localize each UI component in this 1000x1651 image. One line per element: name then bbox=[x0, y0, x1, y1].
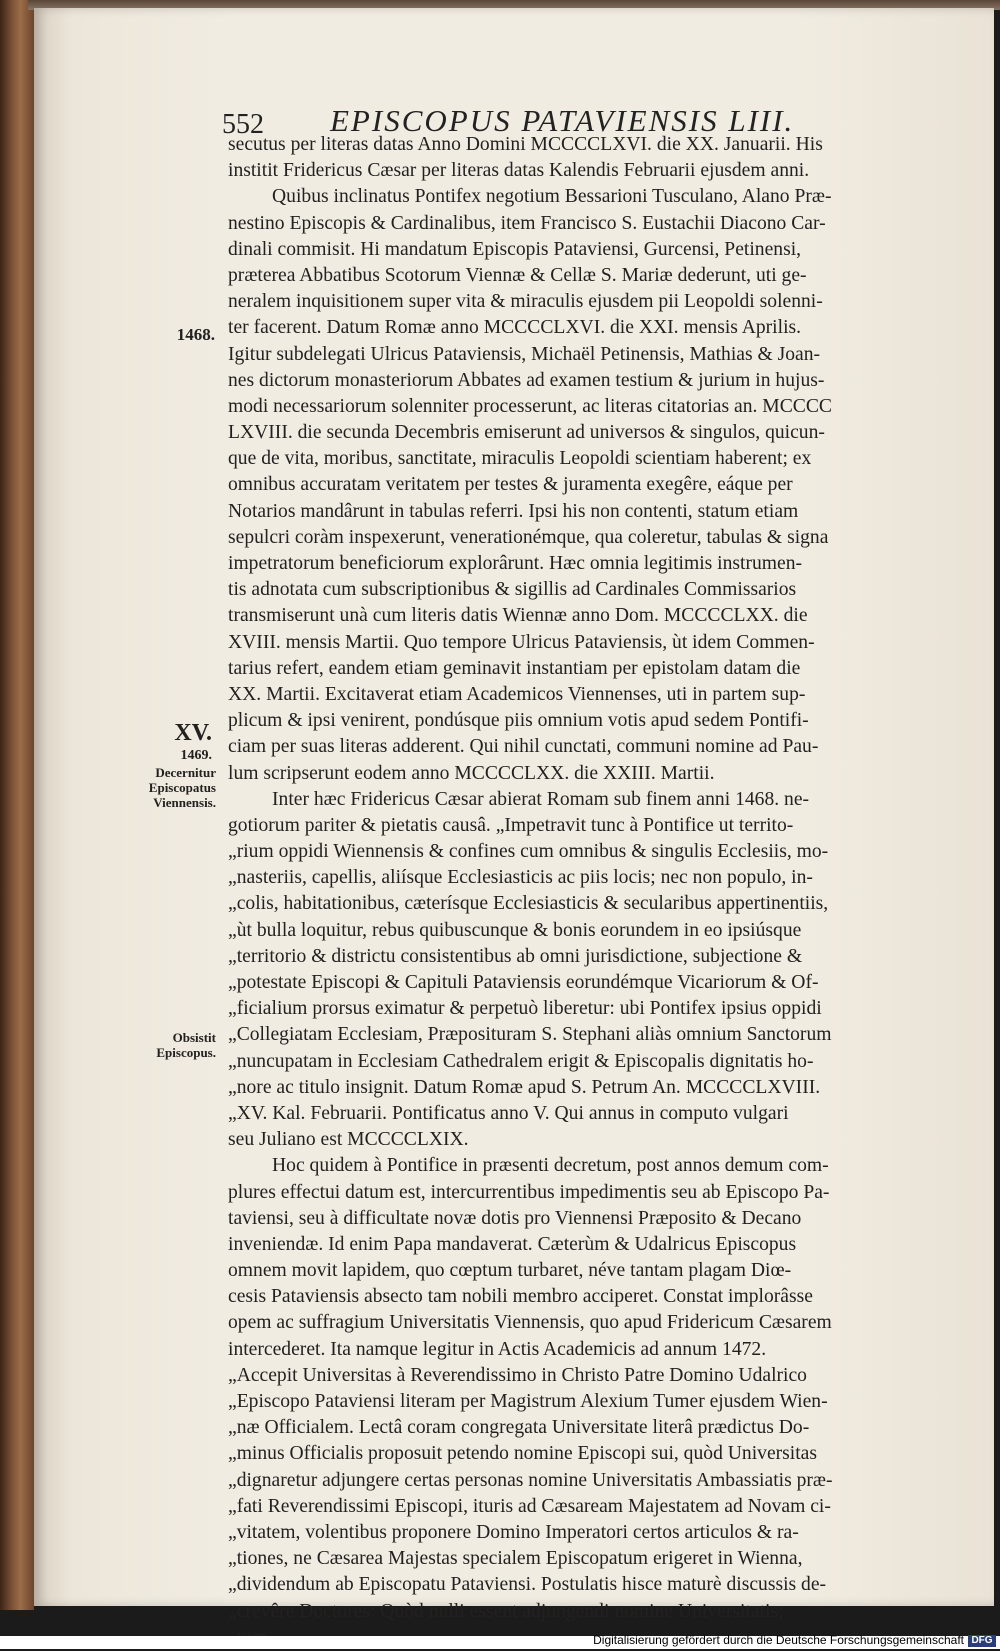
text-line: gotiorum pariter & pietatis causâ. „Impetravit tunc à Pontifice ut territo- bbox=[228, 814, 794, 836]
page-number: 552 bbox=[222, 109, 264, 140]
text-line: opem ac suffragium Universitatis Viennensis, quo apud Fridericum Cæsarem bbox=[228, 1312, 832, 1334]
text-line: intercederet. Ita namque legitur in Actis Academicis ad annum 1472. bbox=[228, 1338, 767, 1360]
text-line: Quibus inclinatus Pontifex negotium Bessarioni Tusculano, Alano Præ- bbox=[272, 186, 832, 208]
text-line: „fati Reverendissimi Episcopi, ituris ad Cæsaream Majestatem ad Novam ci- bbox=[228, 1495, 831, 1517]
text-line: „ficialium prorsus eximatur & perpetuò liberetur: ubi Pontifex ipsius oppidi bbox=[228, 998, 822, 1020]
book-spine bbox=[0, 0, 34, 1610]
margin-note-decernitur: Decernitur Episcopatus Viennensis. bbox=[148, 765, 216, 810]
text-line: „Accepit Universitas à Reverendissimo in Christo Patre Domino Udalrico bbox=[228, 1364, 807, 1386]
text-line: „nuncupatam in Ecclesiam Cathedralem erigit & Episcopalis dignitatis ho- bbox=[228, 1050, 814, 1072]
text-line: institit Fridericus Cæsar per literas datas Kalendis Februarii ejusdem anni. bbox=[228, 160, 810, 182]
text-line: „vitatem, volentibus proponere Domino Imperatori certos articulos & ra- bbox=[228, 1521, 799, 1543]
text-line: seu Juliano est MCCCCLXIX. bbox=[228, 1129, 469, 1151]
text-line: dinali commisit. Hi mandatum Episcopis Pataviensi, Gurcensi, Petinensi, bbox=[228, 238, 802, 260]
text-line: „dignaretur adjungere certas personas nomine Universitatis Ambassiatis præ- bbox=[228, 1469, 833, 1491]
text-line: secutus per literas datas Anno Domini MCCCCLXVI. die XX. Januarii. His bbox=[228, 134, 823, 155]
text-line: plicum & ipsi venirent, pondúsque piis omnium votis apud sedem Pontifi- bbox=[228, 710, 809, 732]
text-line: præterea Abbatibus Scotorum Viennæ & Cellæ S. Mariæ dederunt, uti ge- bbox=[228, 264, 807, 286]
text-line: „Collegiatam Ecclesiam, Præposituram S. Stephani aliàs omnium Sanctorum bbox=[228, 1024, 832, 1046]
text-line: taviensi, seu à difficultate novæ dotis pro Viennensi Præposito & Decano bbox=[228, 1207, 802, 1229]
margin-note-year-1469: 1469. bbox=[180, 748, 212, 763]
text-line: sepulcri coràm inspexerunt, venerationémque, qua coleretur, tabulas & signa bbox=[228, 526, 829, 548]
text-line: „crevêre Doctores: Quòd nulli essent adjungendi nomine Universitatis; bbox=[228, 1600, 784, 1622]
text-line: LXVIII. die secunda Decembris emiserunt ad universos & singulos, quicun- bbox=[228, 422, 825, 444]
text-line: nes dictorum monasteriorum Abbates ad examen testium & jurium in hujus- bbox=[228, 369, 825, 391]
text-line: lum scripserunt eodem anno MCCCCLXX. die XXIII. Martii. bbox=[228, 762, 715, 784]
text-line: „næ Officialem. Lectâ coram congregata Universitate literâ prædictus Do- bbox=[228, 1417, 810, 1439]
text-line: XX. Martii. Excitaverat etiam Academicos Viennenses, uti in partem sup- bbox=[228, 683, 806, 705]
text-line: tarius refert, eandem etiam geminavit instantiam per epistolam datam die bbox=[228, 657, 801, 679]
text-line: „potestate Episcopi & Capituli Pataviensis eorundémque Vicariorum & Of- bbox=[228, 972, 819, 993]
margin-section-number: XV. bbox=[174, 720, 212, 746]
text-line: „rium oppidi Wiennensis & confines cum omnibus & singulis Ecclesiis, mo- bbox=[228, 841, 829, 863]
text-line: ter facerent. Datum Romæ anno MCCCCLXVI. die XXI. mensis Aprilis. bbox=[228, 317, 802, 339]
text-line: „territorio & districtu consistentibus ab omni jurisdictione, subjectione & bbox=[228, 945, 803, 967]
text-line: nestino Episcopis & Cardinalibus, item Francisco S. Eustachii Diacono Car- bbox=[228, 212, 826, 234]
dfg-logo: DFG bbox=[968, 1635, 996, 1647]
text-line: plures effectui datum est, intercurrentibus impedimentis seu ab Episcopo Pa- bbox=[228, 1181, 830, 1203]
text-line: neralem inquisitionem super vita & miraculis ejusdem pii Leopoldi solenni- bbox=[228, 291, 823, 313]
text-line: tis adnotata cum subscriptionibus & sigillis ad Cardinales Commissarios bbox=[228, 579, 797, 601]
text-line: „dividendum ab Episcopatu Pataviensi. Postulatis hisce maturè discussis de- bbox=[228, 1574, 827, 1596]
footer-credit: Digitalisierung gefördert durch die Deutsche Forschungsgemeinschaft bbox=[593, 1633, 964, 1647]
text-line: „XV. Kal. Februarii. Pontificatus anno V. Qui annus in computo vulgari bbox=[228, 1102, 789, 1124]
text-line: impetratorum beneficiorum explorârunt. Hæc omnia legitimis instrumen- bbox=[228, 553, 803, 574]
text-line: „colis, habitationibus, cæterísque Ecclesiasticis & secularibus appertinentiis, bbox=[228, 893, 829, 915]
text-line: omnibus accuratam veritatem per testes & juramenta exegêre, eáque per bbox=[228, 474, 793, 496]
running-title: EPISCOPUS PATAVIENSIS LIII. bbox=[330, 103, 795, 138]
body-text bbox=[228, 132, 936, 1651]
text-line: cesis Pataviensis absecto tam nobili membro acciperet. Constat implorâsse bbox=[228, 1286, 813, 1308]
text-line: „Episcopo Pataviensi literam per Magistrum Alexium Tumer ejusdem Wien- bbox=[228, 1391, 828, 1412]
margin-note-obsistit: Obsistit Episcopus. bbox=[156, 1030, 216, 1060]
margin-note-year-1468: 1468. bbox=[176, 325, 215, 344]
text-line: Notarios mandârunt in tabulas referri. Ipsi his non contenti, statum etiam bbox=[228, 500, 799, 522]
text-line: „nasteriis, capellis, aliísque Ecclesiasticis ac piis locis; nec non populo, in- bbox=[228, 867, 813, 889]
text-line: ciam per suas literas adderent. Qui nihil cunctati, communi nomine ad Pau- bbox=[228, 736, 819, 758]
text-line: „minus Officialis proposuit petendo nomine Episcopi sui, quòd Universitas bbox=[228, 1443, 818, 1465]
text-line: modi necessariorum solenniter processerunt, ac literas citatorias an. MCCCC bbox=[228, 395, 832, 417]
text-line: Inter hæc Fridericus Cæsar abierat Romam sub finem anni 1468. ne- bbox=[272, 788, 810, 810]
text-line: „nore ac titulo insignit. Datum Romæ apud S. Petrum An. MCCCCLXVIII. bbox=[228, 1076, 821, 1098]
text-line: XVIII. mensis Martii. Quo tempore Ulricus Pataviensis, ùt idem Commen- bbox=[228, 631, 815, 653]
text-line: Igitur subdelegati Ulricus Pataviensis, Michaël Petinensis, Mathias & Joan- bbox=[228, 343, 821, 365]
text-line: transmiserunt unà cum literis datis Wiennæ anno Dom. MCCCCLXX. die bbox=[228, 605, 808, 627]
text-line: que de vita, moribus, sanctitate, miraculis Leopoldi scientiam haberent; ex bbox=[228, 448, 812, 470]
text-line: „ùt bulla loquitur, rebus quibuscunque & bonis eorundem in eo ipsiúsque bbox=[228, 919, 802, 941]
text-line: „tiones, ne Cæsarea Majestas specialem Episcopatum erigeret in Wienna, bbox=[228, 1548, 803, 1570]
text-line: Hoc quidem à Pontifice in præsenti decretum, post annos demum com- bbox=[272, 1155, 829, 1177]
text-line: inveniendæ. Id enim Papa mandaverat. Cæterùm & Udalricus Episcopus bbox=[228, 1233, 797, 1255]
text-line: omnem movit lapidem, quo cœptum turbaret, néve tantam plagam Diœ- bbox=[228, 1260, 792, 1282]
